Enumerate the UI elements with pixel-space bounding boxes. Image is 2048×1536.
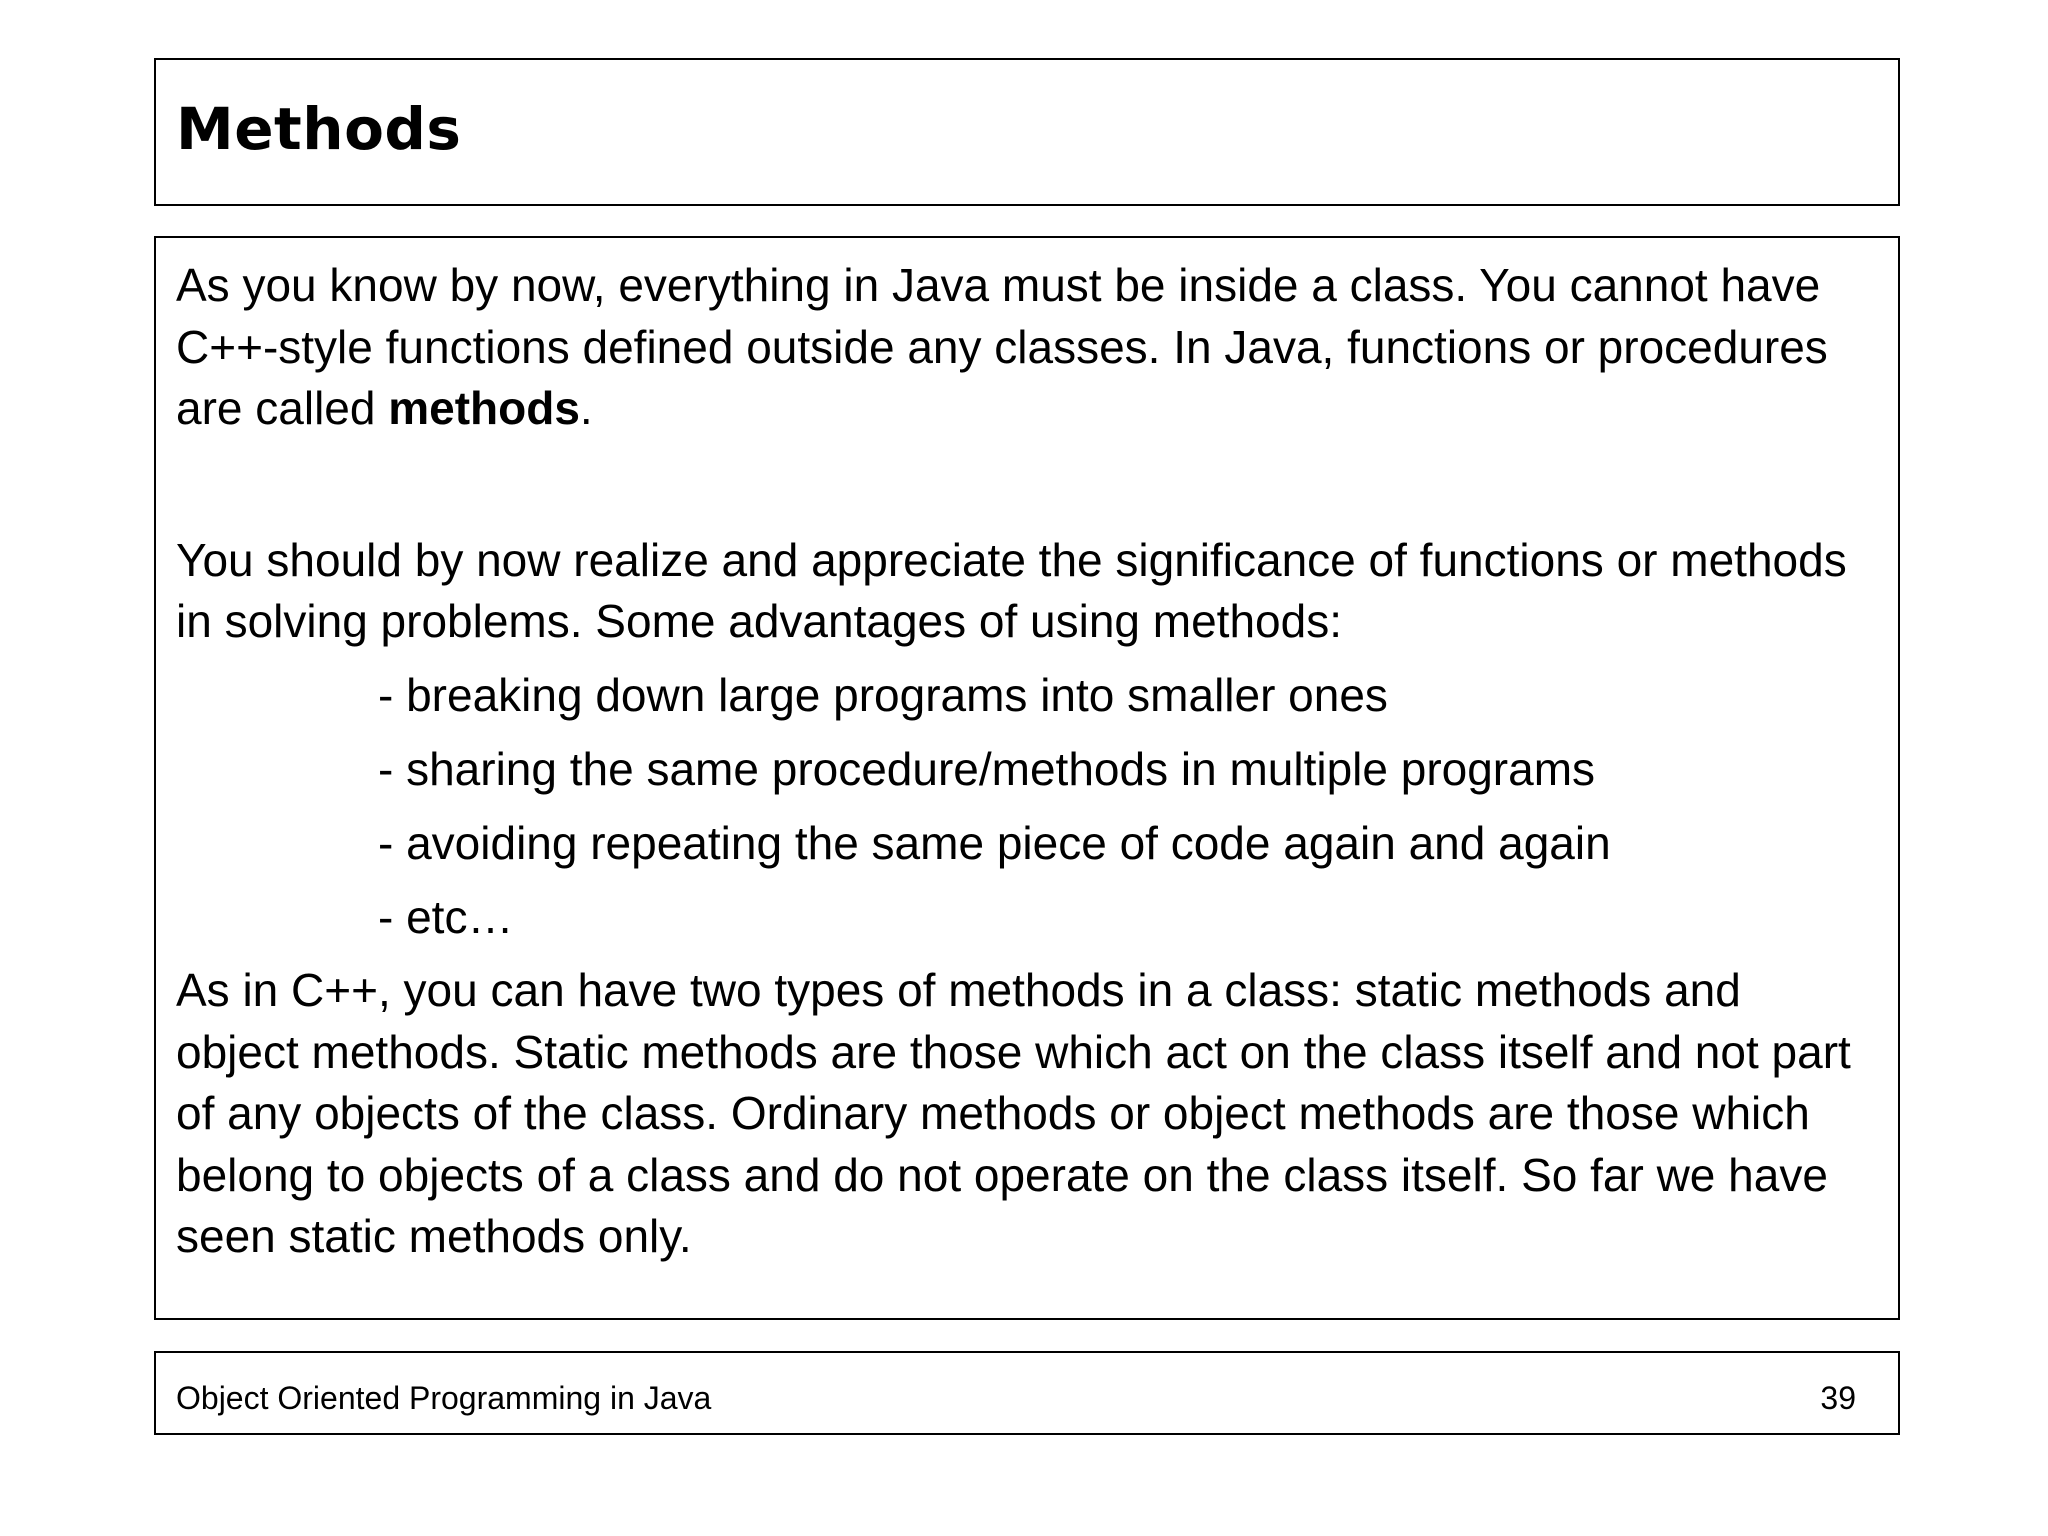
- list-item: - avoiding repeating the same piece of code again and again: [378, 816, 1611, 869]
- paragraph-advantages: You should by now realize and appreciate the significance of functions or methods in solving problems. Some advantages of using methods:: [176, 533, 1847, 647]
- footer-course-title: Object Oriented Programming in Java: [176, 1380, 712, 1416]
- bold-term-methods: methods: [388, 382, 580, 434]
- content-box: [154, 236, 1900, 1320]
- paragraph-method-types: As in C++, you can have two types of methods in a class: static methods and object methods. Static methods are those which act on the class itself and not part of any objects of the class. Ordinary methods or object methods are those which belong to objects of a class and do not operate on the class itself. So far we have seen static methods only.: [176, 964, 1851, 1262]
- slide-body: [176, 255, 1876, 1268]
- page-number: 39: [1820, 1380, 1856, 1416]
- list-item: - etc…: [378, 890, 514, 943]
- footer-box: [154, 1351, 1900, 1435]
- list-item: - sharing the same procedure/methods in multiple programs: [378, 742, 1596, 795]
- advantages-list: [176, 665, 1876, 949]
- page-title: Methods: [176, 95, 462, 163]
- paragraph-intro: [176, 255, 1876, 440]
- title-box: [154, 58, 1900, 206]
- list-item: - breaking down large programs into smaller ones: [378, 668, 1388, 721]
- paragraph-intro-end: .: [579, 382, 593, 434]
- paragraph-intro-text: As you know by now, everything in Java must be inside a class. You cannot have C++-style functions defined outside any classes. In Java, functions or procedures are called: [176, 259, 1828, 434]
